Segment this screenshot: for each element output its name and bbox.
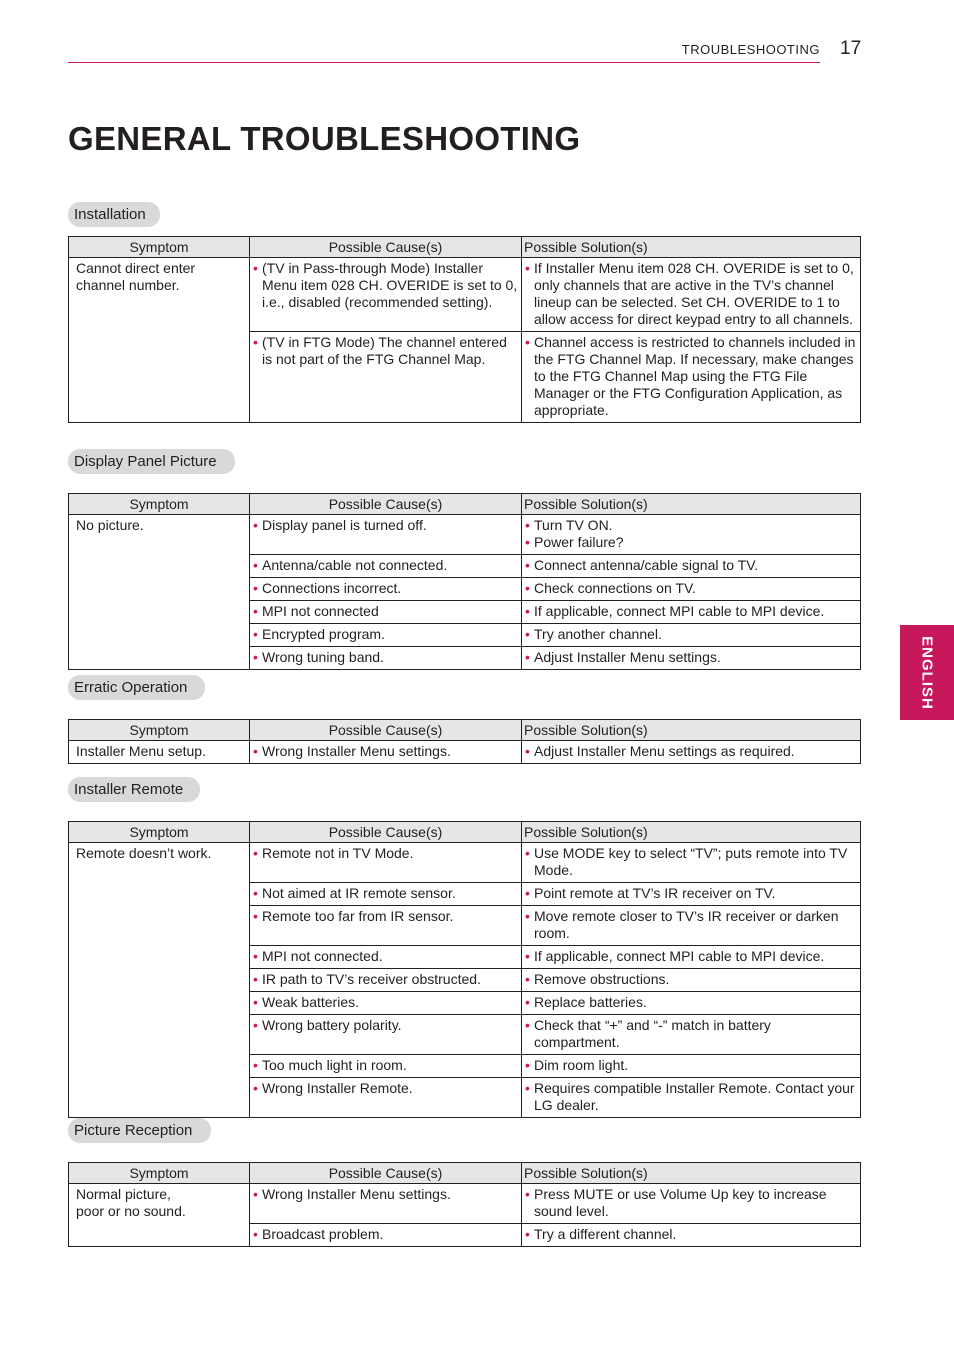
solution-header: Possible Solution(s) xyxy=(522,1163,861,1184)
cause-item xyxy=(253,517,518,534)
solution-item-text: Dim room light. xyxy=(534,1057,629,1073)
cause-item xyxy=(253,994,518,1011)
bullet-icon: • xyxy=(525,908,530,924)
solution-item xyxy=(525,534,857,551)
cause-item xyxy=(253,1080,518,1097)
solution-item xyxy=(525,557,857,574)
solution-item-text: Requires compatible Installer Remote. Contact your LG dealer. xyxy=(534,1080,855,1113)
bullet-icon: • xyxy=(253,908,258,924)
symptom-cell xyxy=(69,515,250,670)
symptom-cell xyxy=(69,1184,250,1247)
cause-cell xyxy=(250,906,522,946)
cause-item xyxy=(253,1186,518,1203)
bullet-icon: • xyxy=(253,743,258,759)
solution-item-text: Replace batteries. xyxy=(534,994,647,1010)
solution-item-text: If applicable, connect MPI cable to MPI device. xyxy=(534,948,825,964)
cause-item xyxy=(253,260,518,311)
bullet-icon: • xyxy=(253,845,258,861)
solution-cell xyxy=(522,992,861,1015)
solution-item xyxy=(525,1017,857,1051)
table-row xyxy=(69,843,861,883)
troubleshooting-table xyxy=(68,1162,861,1247)
cause-item xyxy=(253,1057,518,1074)
solution-header: Possible Solution(s) xyxy=(522,237,861,258)
solution-item-text: Connect antenna/cable signal to TV. xyxy=(534,557,759,573)
symptom-cell xyxy=(69,258,250,423)
bullet-icon: • xyxy=(525,971,530,987)
bullet-icon: • xyxy=(525,580,530,596)
page-title: GENERAL TROUBLESHOOTING xyxy=(68,120,581,157)
solution-cell xyxy=(522,258,861,332)
cause-item-text: (TV in Pass-through Mode) Installer Menu item 028 CH. OVERIDE is set to 0, i.e., disabled (recommended setting). xyxy=(262,260,518,310)
cause-item xyxy=(253,743,518,760)
cause-item-text: Weak batteries. xyxy=(262,994,360,1010)
cause-header: Possible Cause(s) xyxy=(250,822,522,843)
solution-cell xyxy=(522,843,861,883)
cause-cell xyxy=(250,515,522,555)
solution-item-text: Turn TV ON. xyxy=(534,517,613,533)
solution-cell xyxy=(522,946,861,969)
symptom-text: Cannot direct enter channel number. xyxy=(76,260,196,293)
solution-cell xyxy=(522,555,861,578)
cause-item xyxy=(253,971,518,988)
solution-item-text: Point remote at TV’s IR receiver on TV. xyxy=(534,885,776,901)
cause-cell xyxy=(250,624,522,647)
language-tab xyxy=(900,625,954,720)
troubleshooting-table xyxy=(68,719,861,764)
troubleshooting-table xyxy=(68,493,861,670)
solution-item-text: Move remote closer to TV’s IR receiver or darken room. xyxy=(534,908,839,941)
cause-item-text: Wrong Installer Menu settings. xyxy=(262,743,451,759)
cause-item xyxy=(253,603,518,620)
cause-cell xyxy=(250,1224,522,1247)
cause-item xyxy=(253,649,518,666)
solution-cell xyxy=(522,578,861,601)
cause-item-text: Broadcast problem. xyxy=(262,1226,384,1242)
solution-cell xyxy=(522,741,861,764)
table-header-row xyxy=(69,720,861,741)
cause-item-text: Connections incorrect. xyxy=(262,580,402,596)
cause-item xyxy=(253,1017,518,1034)
solution-header: Possible Solution(s) xyxy=(522,720,861,741)
bullet-icon: • xyxy=(253,334,258,350)
section-label: Installation xyxy=(68,202,160,227)
table-header-row xyxy=(69,237,861,258)
bullet-icon: • xyxy=(525,1057,530,1073)
bullet-icon: • xyxy=(253,948,258,964)
cause-item-text: Remote not in TV Mode. xyxy=(262,845,414,861)
table-row xyxy=(69,1184,861,1224)
solution-item-text: If applicable, connect MPI cable to MPI device. xyxy=(534,603,825,619)
cause-item-text: Not aimed at IR remote sensor. xyxy=(262,885,456,901)
solution-cell xyxy=(522,601,861,624)
solution-item-text: Adjust Installer Menu settings. xyxy=(534,649,721,665)
cause-item-text: MPI not connected. xyxy=(262,948,383,964)
table-row xyxy=(69,515,861,555)
page-number: 17 xyxy=(840,38,862,59)
solution-cell xyxy=(522,647,861,670)
table-row xyxy=(69,741,861,764)
bullet-icon: • xyxy=(253,603,258,619)
troubleshooting-table xyxy=(68,236,861,423)
bullet-icon: • xyxy=(253,1080,258,1096)
cause-item-text: Wrong battery polarity. xyxy=(262,1017,402,1033)
cause-cell xyxy=(250,946,522,969)
cause-cell xyxy=(250,258,522,332)
solution-item xyxy=(525,260,857,328)
solution-item xyxy=(525,845,857,879)
bullet-icon: • xyxy=(525,1017,530,1033)
bullet-icon: • xyxy=(253,1057,258,1073)
symptom-header: Symptom xyxy=(69,494,250,515)
solution-header: Possible Solution(s) xyxy=(522,494,861,515)
bullet-icon: • xyxy=(253,517,258,533)
solution-item-text: Power failure? xyxy=(534,534,624,550)
bullet-icon: • xyxy=(525,1226,530,1242)
bullet-icon: • xyxy=(253,1017,258,1033)
solution-item-text: Try another channel. xyxy=(534,626,662,642)
bullet-icon: • xyxy=(525,603,530,619)
cause-item xyxy=(253,334,518,368)
symptom-header: Symptom xyxy=(69,822,250,843)
cause-cell xyxy=(250,578,522,601)
cause-header: Possible Cause(s) xyxy=(250,494,522,515)
solution-item-text: Remove obstructions. xyxy=(534,971,670,987)
section-label: Display Panel Picture xyxy=(68,449,235,474)
bullet-icon: • xyxy=(525,1080,530,1096)
bullet-icon: • xyxy=(253,1186,258,1202)
section-label: Installer Remote xyxy=(68,777,200,802)
cause-item xyxy=(253,908,518,925)
troubleshooting-table xyxy=(68,821,861,1118)
table-header-row xyxy=(69,822,861,843)
bullet-icon: • xyxy=(253,580,258,596)
cause-item xyxy=(253,1226,518,1243)
cause-item-text: Wrong Installer Remote. xyxy=(262,1080,413,1096)
cause-cell xyxy=(250,883,522,906)
bullet-icon: • xyxy=(253,994,258,1010)
cause-item-text: (TV in FTG Mode) The channel entered is not part of the FTG Channel Map. xyxy=(262,334,507,367)
bullet-icon: • xyxy=(253,649,258,665)
bullet-icon: • xyxy=(525,334,530,350)
solution-item-text: If Installer Menu item 028 CH. OVERIDE is set to 0, only channels that are active in the TV’s channel lineup can be selected. Set CH. OVERIDE to 1 to allow access for direct keypad entry to all channels. xyxy=(534,260,854,327)
solution-item xyxy=(525,1080,857,1114)
solution-item-text: Press MUTE or use Volume Up key to increase sound level. xyxy=(534,1186,827,1219)
bullet-icon: • xyxy=(525,534,530,550)
solution-item xyxy=(525,649,857,666)
solution-cell xyxy=(522,1055,861,1078)
cause-cell xyxy=(250,332,522,423)
cause-cell xyxy=(250,1055,522,1078)
cause-header: Possible Cause(s) xyxy=(250,720,522,741)
bullet-icon: • xyxy=(525,557,530,573)
table-header-row xyxy=(69,494,861,515)
bullet-icon: • xyxy=(253,971,258,987)
bullet-icon: • xyxy=(525,260,530,276)
solution-item xyxy=(525,1186,857,1220)
solution-item-text: Check connections on TV. xyxy=(534,580,696,596)
bullet-icon: • xyxy=(525,517,530,533)
cause-item-text: Antenna/cable not connected. xyxy=(262,557,448,573)
solution-item xyxy=(525,603,857,620)
solution-item-text: Check that “+” and “-” match in battery compartment. xyxy=(534,1017,771,1050)
section-label: Erratic Operation xyxy=(68,675,205,700)
symptom-text: Normal picture, poor or no sound. xyxy=(76,1186,186,1219)
solution-item-text: Adjust Installer Menu settings as required. xyxy=(534,743,795,759)
solution-item xyxy=(525,517,857,534)
symptom-text: Installer Menu setup. xyxy=(76,743,206,759)
cause-item-text: MPI not connected xyxy=(262,603,379,619)
solution-item xyxy=(525,1057,857,1074)
symptom-header: Symptom xyxy=(69,720,250,741)
solution-item-text: Use MODE key to select “TV”; puts remote into TV Mode. xyxy=(534,845,848,878)
cause-cell xyxy=(250,1015,522,1055)
solution-item xyxy=(525,908,857,942)
cause-item xyxy=(253,626,518,643)
table-header-row xyxy=(69,1163,861,1184)
solution-cell xyxy=(522,515,861,555)
solution-cell xyxy=(522,906,861,946)
solution-cell xyxy=(522,1224,861,1247)
solution-item xyxy=(525,626,857,643)
solution-cell xyxy=(522,969,861,992)
cause-item-text: Remote too far from IR sensor. xyxy=(262,908,454,924)
solution-cell xyxy=(522,883,861,906)
cause-item xyxy=(253,557,518,574)
solution-item xyxy=(525,334,857,419)
symptom-text: No picture. xyxy=(76,517,144,533)
solution-cell xyxy=(522,332,861,423)
solution-item xyxy=(525,1226,857,1243)
cause-cell xyxy=(250,647,522,670)
solution-cell xyxy=(522,1015,861,1055)
cause-cell xyxy=(250,843,522,883)
section-label: Picture Reception xyxy=(68,1118,211,1143)
bullet-icon: • xyxy=(525,845,530,861)
solution-item xyxy=(525,994,857,1011)
solution-cell xyxy=(522,624,861,647)
symptom-header: Symptom xyxy=(69,237,250,258)
header-section-title: TROUBLESHOOTING xyxy=(681,42,820,57)
cause-cell xyxy=(250,992,522,1015)
symptom-text: Remote doesn’t work. xyxy=(76,845,212,861)
bullet-icon: • xyxy=(253,557,258,573)
cause-item xyxy=(253,885,518,902)
cause-cell xyxy=(250,555,522,578)
cause-item-text: Too much light in room. xyxy=(262,1057,407,1073)
bullet-icon: • xyxy=(525,994,530,1010)
bullet-icon: • xyxy=(525,948,530,964)
solution-cell xyxy=(522,1184,861,1224)
header-rule xyxy=(68,62,820,63)
bullet-icon: • xyxy=(253,260,258,276)
bullet-icon: • xyxy=(525,743,530,759)
language-tab-label: ENGLISH xyxy=(918,635,936,710)
solution-item xyxy=(525,885,857,902)
bullet-icon: • xyxy=(253,885,258,901)
symptom-cell xyxy=(69,741,250,764)
solution-item xyxy=(525,580,857,597)
cause-item-text: Encrypted program. xyxy=(262,626,385,642)
cause-header: Possible Cause(s) xyxy=(250,237,522,258)
cause-cell xyxy=(250,969,522,992)
cause-cell xyxy=(250,601,522,624)
solution-item-text: Try a different channel. xyxy=(534,1226,677,1242)
cause-cell xyxy=(250,1184,522,1224)
cause-item xyxy=(253,948,518,965)
cause-item-text: IR path to TV’s receiver obstructed. xyxy=(262,971,481,987)
cause-item-text: Display panel is turned off. xyxy=(262,517,427,533)
table-row xyxy=(69,258,861,332)
cause-item xyxy=(253,580,518,597)
bullet-icon: • xyxy=(525,649,530,665)
bullet-icon: • xyxy=(253,1226,258,1242)
solution-header: Possible Solution(s) xyxy=(522,822,861,843)
solution-item-text: Channel access is restricted to channels included in the FTG Channel Map. If necessary, make changes to the FTG Channel Map using the FTG File Manager or the FTG Configuration Application, as appropriate. xyxy=(534,334,856,418)
solution-item xyxy=(525,971,857,988)
bullet-icon: • xyxy=(525,626,530,642)
symptom-header: Symptom xyxy=(69,1163,250,1184)
bullet-icon: • xyxy=(525,1186,530,1202)
bullet-icon: • xyxy=(253,626,258,642)
cause-cell xyxy=(250,1078,522,1118)
solution-cell xyxy=(522,1078,861,1118)
solution-item xyxy=(525,743,857,760)
cause-header: Possible Cause(s) xyxy=(250,1163,522,1184)
symptom-cell xyxy=(69,843,250,1118)
cause-item-text: Wrong tuning band. xyxy=(262,649,384,665)
cause-cell xyxy=(250,741,522,764)
solution-item xyxy=(525,948,857,965)
cause-item xyxy=(253,845,518,862)
cause-item-text: Wrong Installer Menu settings. xyxy=(262,1186,451,1202)
bullet-icon: • xyxy=(525,885,530,901)
